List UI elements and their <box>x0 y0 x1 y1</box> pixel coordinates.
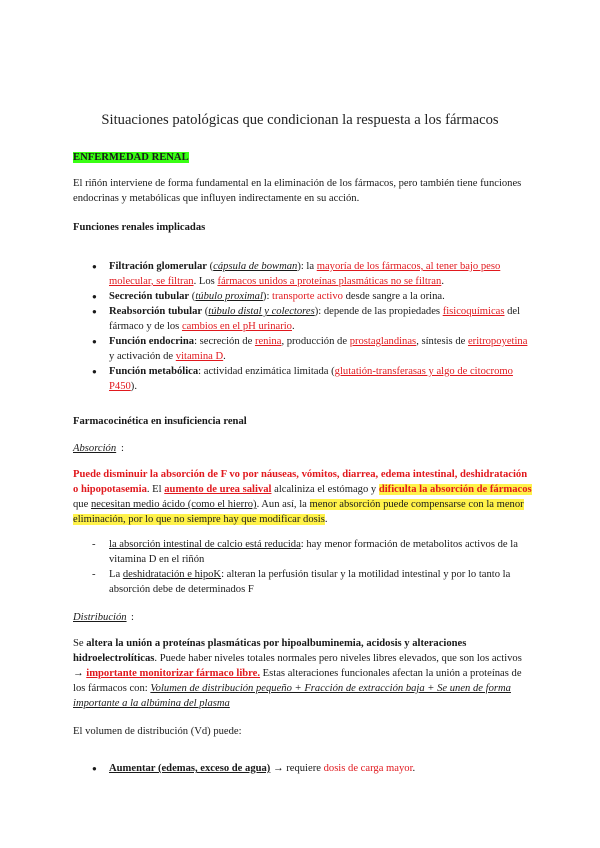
text-run: , síntesis de <box>416 336 468 347</box>
italic-underlined: túbulo distal y colectores <box>208 306 315 317</box>
highlight-yellow: menor absorción puede compensarse con la menor eliminación, por lo que no siempre hay que modificar dosis <box>73 499 524 525</box>
list-item <box>92 567 532 597</box>
red-text: transporte activo <box>272 291 343 302</box>
red-underlined: mayoría de los fármacos, al tener bajo peso molecular, se filtran <box>109 261 501 287</box>
list-item <box>92 259 532 289</box>
red-underlined: prostaglandinas <box>349 336 417 347</box>
intro-paragraph: El riñón interviene de forma fundamental en la eliminación de los fármacos, pero también tiene funciones endocrinas y metabólicas que influyen indirectamente en su acción. <box>73 178 522 204</box>
absorcion-paragraph <box>73 467 533 527</box>
list-item <box>92 289 532 304</box>
text-run: , producción de <box>281 336 350 347</box>
underlined: la absorción intestinal de calcio está reducida <box>109 539 301 550</box>
highlight-red: dificulta la absorción de fármacos <box>378 484 532 495</box>
text-run: desde sangre a la orina. <box>342 291 445 302</box>
text-run: ): <box>262 291 273 302</box>
red-underlined: cambios en el pH urinario <box>181 321 292 332</box>
bold-underlined: Aumentar (edemas, exceso de agua) <box>109 763 271 774</box>
text-run: . <box>441 276 444 287</box>
item-term: Filtración glomerular <box>109 261 207 272</box>
text-run: → requiere <box>270 763 324 774</box>
item-term: Función endocrina <box>109 336 195 347</box>
text-run: ): la <box>297 261 317 272</box>
red-text: dosis de carga mayor <box>323 763 413 774</box>
text-run: . El <box>146 484 165 495</box>
text-run: : alteran la perfusión tisular y la motilidad intestinal y por lo tanto la absorción debe de determinados F <box>109 569 511 595</box>
text-run: : hay menor formación de metabolitos activos de la vitamina D en el riñón <box>109 539 518 565</box>
text-run: y activación de <box>109 351 176 362</box>
red-underlined: eritropoyetina <box>467 336 528 347</box>
text-run: ( <box>189 291 196 302</box>
vd-list <box>92 761 532 776</box>
underlined: necesitan medio ácido (como el hierro) <box>90 499 257 510</box>
red-bold: Puede disminuir la absorción de F vo por náuseas, vómitos, diarrea, edema intestinal, deshidratación o hipopotasemia <box>73 469 528 495</box>
list-item <box>92 304 532 334</box>
text-run: Estas alteraciones funcionales afectan la unión a proteínas de los fármacos con: <box>73 668 522 694</box>
text-run: . Aun así, la <box>256 499 310 510</box>
list-item <box>92 334 532 364</box>
text-run: La <box>109 569 123 580</box>
absorcion-label: Absorción <box>73 443 117 454</box>
text-run: : secreción de <box>194 336 255 347</box>
section-heading <box>73 150 533 165</box>
item-term: Reabsorción tubular <box>109 306 203 317</box>
italic-underlined: Volumen de distribución pequeño + Fracción de extracción baja + Se unen de forma importante a la albúmina del plasma <box>73 683 511 709</box>
italic-underlined: cápsula de bowman <box>213 261 298 272</box>
vd-paragraph: El volumen de distribución (Vd) puede: <box>73 726 242 737</box>
text-run: ): depende de las propiedades <box>314 306 443 317</box>
label-colon: : <box>121 443 124 454</box>
text-run: Se <box>73 638 87 649</box>
red-underlined: vitamina D <box>175 351 224 362</box>
text-run: del fármaco y de los <box>109 306 521 332</box>
red-underlined: fisicoquímicas <box>442 306 505 317</box>
page-title: Situaciones patológicas que condicionan la respuesta a los fármacos <box>101 112 499 128</box>
label-colon: : <box>131 612 134 623</box>
absorcion-list <box>92 537 532 597</box>
text-run: . Los <box>193 276 218 287</box>
text-run: : actividad enzimática limitada ( <box>198 366 335 377</box>
funciones-heading: Funciones renales implicadas <box>73 222 206 233</box>
red-underlined: glutatión-transferasas y algo de citocromo P450 <box>109 366 513 392</box>
red-underlined: fármacos unidos a proteínas plasmáticas no se filtran <box>217 276 442 287</box>
text-run: ( <box>206 261 214 272</box>
text-run: ( <box>202 306 209 317</box>
text-run: . <box>324 514 328 525</box>
text-run: alcaliniza el estómago y <box>271 484 379 495</box>
item-term: Función metabólica <box>109 366 199 377</box>
text-run: que <box>73 499 91 510</box>
list-item <box>92 761 532 776</box>
section-heading-text: ENFERMEDAD RENAL <box>73 152 189 163</box>
text-run: ). <box>130 381 137 392</box>
red-underlined: renina <box>254 336 282 347</box>
text-run: . <box>223 351 226 362</box>
text-run: . Puede haber niveles totales normales pero niveles libres elevados, que son los activos → <box>73 653 522 679</box>
red-bold-underlined: importante monitorizar fármaco libre. <box>86 668 261 679</box>
distribucion-paragraph <box>73 636 533 711</box>
distribucion-label: Distribución <box>73 612 127 623</box>
list-item <box>92 537 532 567</box>
red-bold-underlined: aumento de urea salival <box>164 484 272 495</box>
text-run: . <box>412 763 416 774</box>
text-run: . <box>291 321 295 332</box>
list-item <box>92 364 532 394</box>
underlined: deshidratación e hipoK <box>122 569 222 580</box>
italic-underlined: túbulo proximal <box>195 291 263 302</box>
item-term: Secreción tubular <box>109 291 190 302</box>
funciones-list <box>92 259 532 394</box>
farmacocinetica-heading: Farmacocinética en insuficiencia renal <box>73 416 247 427</box>
bold-text: altera la unión a proteínas plasmáticas por hipoalbuminemia, acidosis y alteraciones hidroelectrolíticas <box>73 638 467 664</box>
